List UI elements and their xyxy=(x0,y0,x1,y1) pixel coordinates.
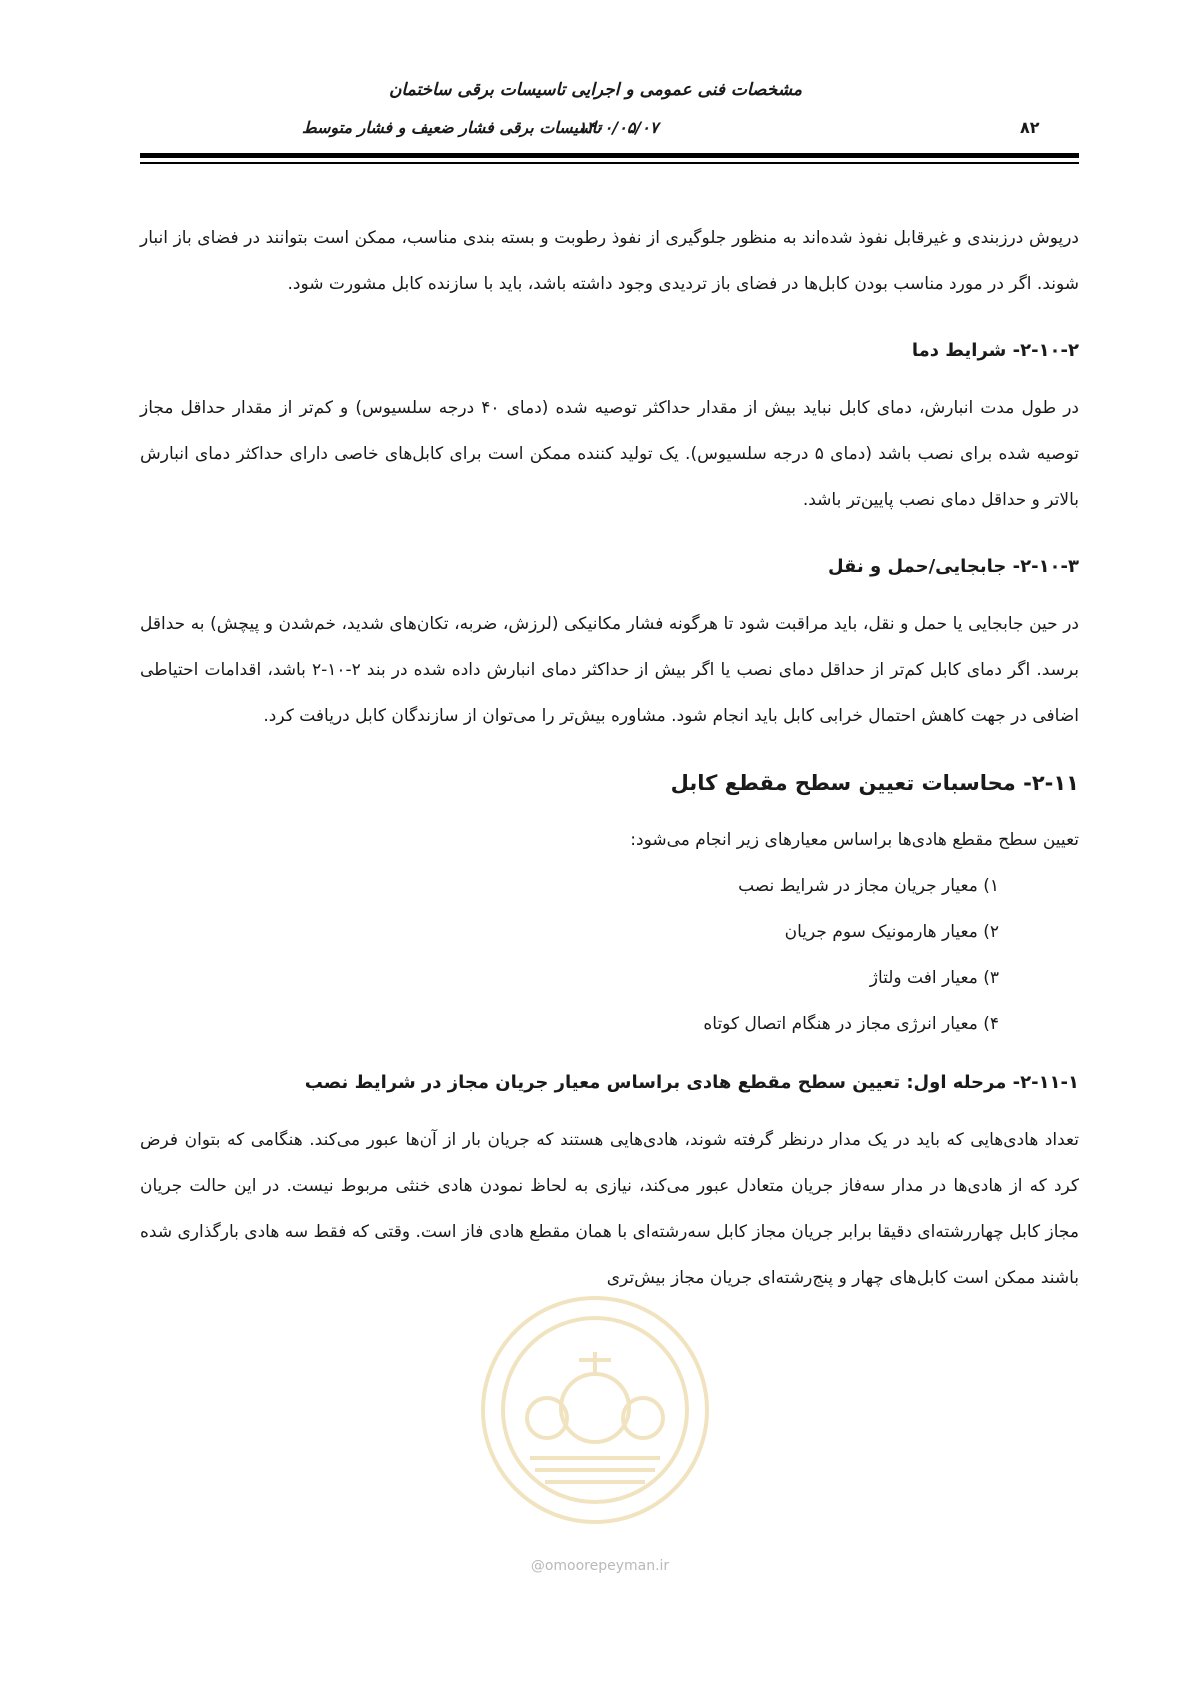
header-rule-thick xyxy=(140,153,1079,158)
criteria-list xyxy=(140,863,1079,1047)
paragraph-temperature: در طول مدت انبارش، دمای کابل نباید بیش از مقدار حداکثر توصیه شده (دمای ۴۰ درجه سلسیوس) و کم‌تر از مقدار حداقل مجاز توصیه شده برای نصب باشد (دمای ۵ درجه سلسیوس). یک تولید کننده ممکن است برای کابل‌های خاصی دارای حداکثر دمای انبارش بالاتر و حداقل دمای نصب پایین‌تر باشد. xyxy=(140,398,1079,510)
heading-temperature: ۲-۱۰-۲- شرایط دما xyxy=(911,340,1079,361)
header-subtitle: تاسیسات برقی فشار ضعیف و فشار متوسط xyxy=(301,118,601,137)
criteria-item: ۲) معیار هارمونیک سوم جریان xyxy=(784,922,999,942)
watermark-text: @omoorepeyman.ir xyxy=(530,1558,670,1574)
heading-transport: ۲-۱۰-۳- جابجایی/حمل و نقل xyxy=(827,556,1079,577)
heading-step1: ۲-۱۱-۱- مرحله اول: تعیین سطح مقطع هادی براساس معیار جریان مجاز در شرایط نصب xyxy=(304,1072,1079,1093)
header-date: ۱۴۰۰/۰۵/۰۷ xyxy=(578,118,659,137)
header-title-line1: مشخصات فنی عمومی و اجرایی تاسیسات برقی ساختمان xyxy=(388,80,803,100)
paragraph-criteria-intro: تعیین سطح مقطع هادی‌ها براساس معیارهای زیر انجام می‌شود: xyxy=(630,830,1079,850)
paragraph-storage-end: درپوش درزبندی و غیرقابل نفوذ شده‌اند به منظور جلوگیری از نفوذ رطوبت و بسته بندی مناسب، ممکن است بتوانند در فضای باز انبار شوند. اگر در مورد مناسب بودن کابل‌ها در فضای باز تردیدی وجود داشته باشد، باید با سازنده کابل مشورت شود. xyxy=(140,228,1079,294)
criteria-item: ۴) معیار انرژی مجاز در هنگام اتصال کوتاه xyxy=(703,1014,999,1034)
header-rule-thin xyxy=(140,162,1079,164)
page-body xyxy=(140,215,1079,1327)
criteria-item: ۱) معیار جریان مجاز در شرایط نصب xyxy=(738,876,999,896)
watermark-seal-icon xyxy=(475,1290,715,1530)
paragraph-step1: تعداد هادی‌هایی که باید در یک مدار درنظر گرفته شوند، هادی‌هایی هستند که جریان بار از آن‌ها عبور می‌کند. هنگامی که بتوان فرض کرد که از هادی‌ها در مدار سه‌فاز جریان متعادل عبور می‌کند، نیازی به لحاظ نمودن هادی خنثی مربوط نیست. در این حالت جریان مجاز کابل چهاررشته‌ای دقیقا برابر جریان مجاز کابل سه‌رشته‌ای با همان مقطع هادی فاز است. وقتی که فقط سه هادی بارگذاری شده باشند ممکن است کابل‌های چهار و پنج‌رشته‌ای جریان مجاز بیش‌تری xyxy=(140,1130,1079,1288)
page-number: ۸۲ xyxy=(1020,118,1040,137)
criteria-item: ۳) معیار افت ولتاژ xyxy=(869,968,999,988)
heading-cable-calculation: ۲-۱۱- محاسبات تعیین سطح مقطع کابل xyxy=(670,771,1079,795)
paragraph-transport: در حین جابجایی یا حمل و نقل، باید مراقبت شود تا هرگونه فشار مکانیکی (لرزش، ضربه، تکان‌های شدید، خم‌شدن و پیچش) به حداقل برسد. اگر دمای کابل کم‌تر از حداقل دمای نصب یا اگر بیش از حداکثر دمای انبارش داده شده در بند ۲-۱۰-۲ باشد، اقدامات احتیاطی اضافی در جهت کاهش احتمال خرابی کابل باید انجام شود. مشاوره بیش‌تر را می‌توان از سازندگان کابل دریافت کرد. xyxy=(140,614,1080,726)
